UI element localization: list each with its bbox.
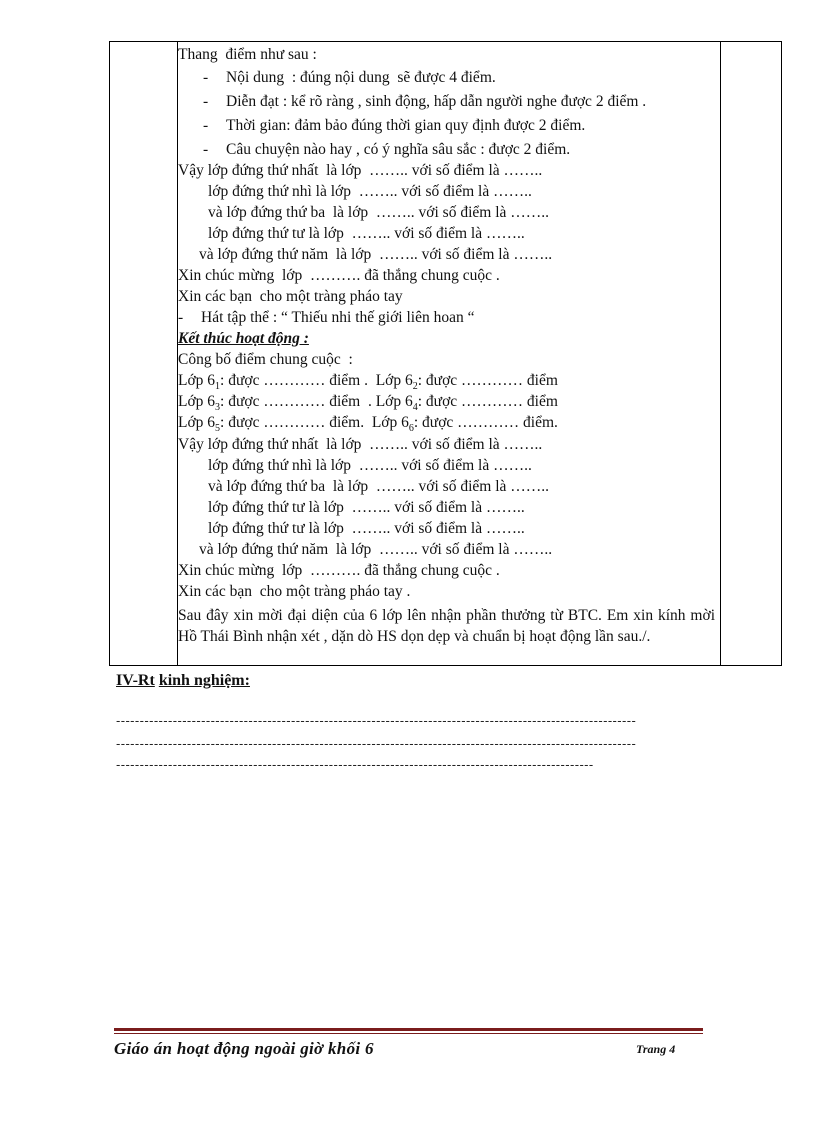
score-text: : được ………… điểm . Lớp 6 [220, 393, 413, 410]
class-number-subscript: 4 [412, 402, 418, 414]
answer-line-3: ----------------------------------------------------------------------------------------------------- [116, 757, 594, 772]
text-line: Vậy lớp đứng thứ nhất là lớp …….. với số điểm là …….. [178, 162, 543, 179]
class-number-subscript: 1 [215, 381, 221, 393]
footer-rule-thin [114, 1033, 703, 1034]
score-text: : được ………… điểm . Lớp 6 [220, 372, 413, 389]
score-text: : được ………… điểm [417, 393, 558, 410]
table-column-divider-right [720, 41, 721, 666]
score-text: Lớp 6 [178, 372, 216, 389]
class-number-subscript: 5 [215, 423, 221, 435]
score-line [178, 414, 558, 438]
answer-line-2: -------------------------------------------------------------------------------------------------------------- [116, 736, 637, 751]
score-text: : được ………… điểm [417, 372, 558, 389]
activity-table [109, 41, 782, 666]
section-heading [116, 672, 250, 690]
class-number-subscript: 6 [408, 423, 414, 435]
bullet-item: - Hát tập thể : “ Thiếu nhi thế giới liên hoan “ [201, 309, 475, 327]
text-line: và lớp đứng thứ năm là lớp …….. với số điểm là …….. [199, 246, 553, 263]
bullet-item: - Thời gian: đảm bảo đúng thời gian quy định được 2 điểm. [226, 117, 585, 135]
score-text: : được ………… điểm. [413, 414, 558, 431]
closing-paragraph: Sau đây xin mời đại diện của 6 lớp lên nhận phần thưởng từ BTC. Em xin kính mời Hồ Thái Bình nhận xét , dặn dò HS dọn dẹp và chuẩn bị hoạt động lần sau./. [178, 607, 715, 645]
text-line: Xin chúc mừng lớp ………. đã thắng chung cuộc . [178, 562, 500, 579]
text-line: lớp đứng thứ tư là lớp …….. với số điểm là …….. [208, 499, 525, 516]
score-text: : được ………… điểm. Lớp 6 [220, 414, 409, 431]
bullet-item: - Nội dung : đúng nội dung sẽ được 4 điểm. [226, 69, 496, 87]
class-number-subscript: 3 [215, 402, 221, 414]
text-line: Vậy lớp đứng thứ nhất là lớp …….. với số điểm là …….. [178, 436, 543, 453]
text-line: và lớp đứng thứ ba là lớp …….. với số điểm là …….. [208, 204, 550, 221]
answer-line-1: -------------------------------------------------------------------------------------------------------------- [116, 713, 637, 728]
text-line: lớp đứng thứ tư là lớp …….. với số điểm là …….. [208, 520, 525, 537]
text-line: và lớp đứng thứ ba là lớp …….. với số điểm là …….. [208, 478, 550, 495]
text-line: lớp đứng thứ nhì là lớp …….. với số điểm là …….. [208, 183, 532, 200]
text-line: lớp đứng thứ tư là lớp …….. với số điểm là …….. [208, 225, 525, 242]
text-line: và lớp đứng thứ năm là lớp …….. với số điểm là …….. [199, 541, 553, 558]
text-line: Xin các bạn cho một tràng pháo tay . [178, 583, 411, 600]
footer-rule-thick [114, 1028, 703, 1031]
footer-page-number: Trang 4 [636, 1042, 676, 1056]
bullet-item: - Câu chuyện nào hay , có ý nghĩa sâu sắc : được 2 điểm. [226, 141, 570, 159]
text-line: Công bố điểm chung cuộc : [178, 351, 353, 368]
text-line: lớp đứng thứ nhì là lớp …….. với số điểm là …….. [208, 457, 532, 474]
activity-end-heading: Kết thúc hoạt động : [178, 330, 309, 347]
text-line: Xin chúc mừng lớp ………. đã thắng chung cuộc . [178, 267, 500, 284]
text-line: Xin các bạn cho một tràng pháo tay [178, 288, 403, 305]
footer-title: Giáo án hoạt động ngoài giờ khối 6 [114, 1039, 374, 1058]
score-text: Lớp 6 [178, 393, 216, 410]
score-text: Lớp 6 [178, 414, 216, 431]
class-number-subscript: 2 [412, 381, 418, 393]
section-number: IV-Rt [116, 672, 155, 689]
bullet-item: - Diễn đạt : kể rõ ràng , sinh động, hấp dẫn người nghe được 2 điểm . [226, 93, 646, 111]
section-title: kinh nghiệm: [158, 672, 250, 689]
text-line: Thang điểm như sau : [178, 46, 317, 63]
